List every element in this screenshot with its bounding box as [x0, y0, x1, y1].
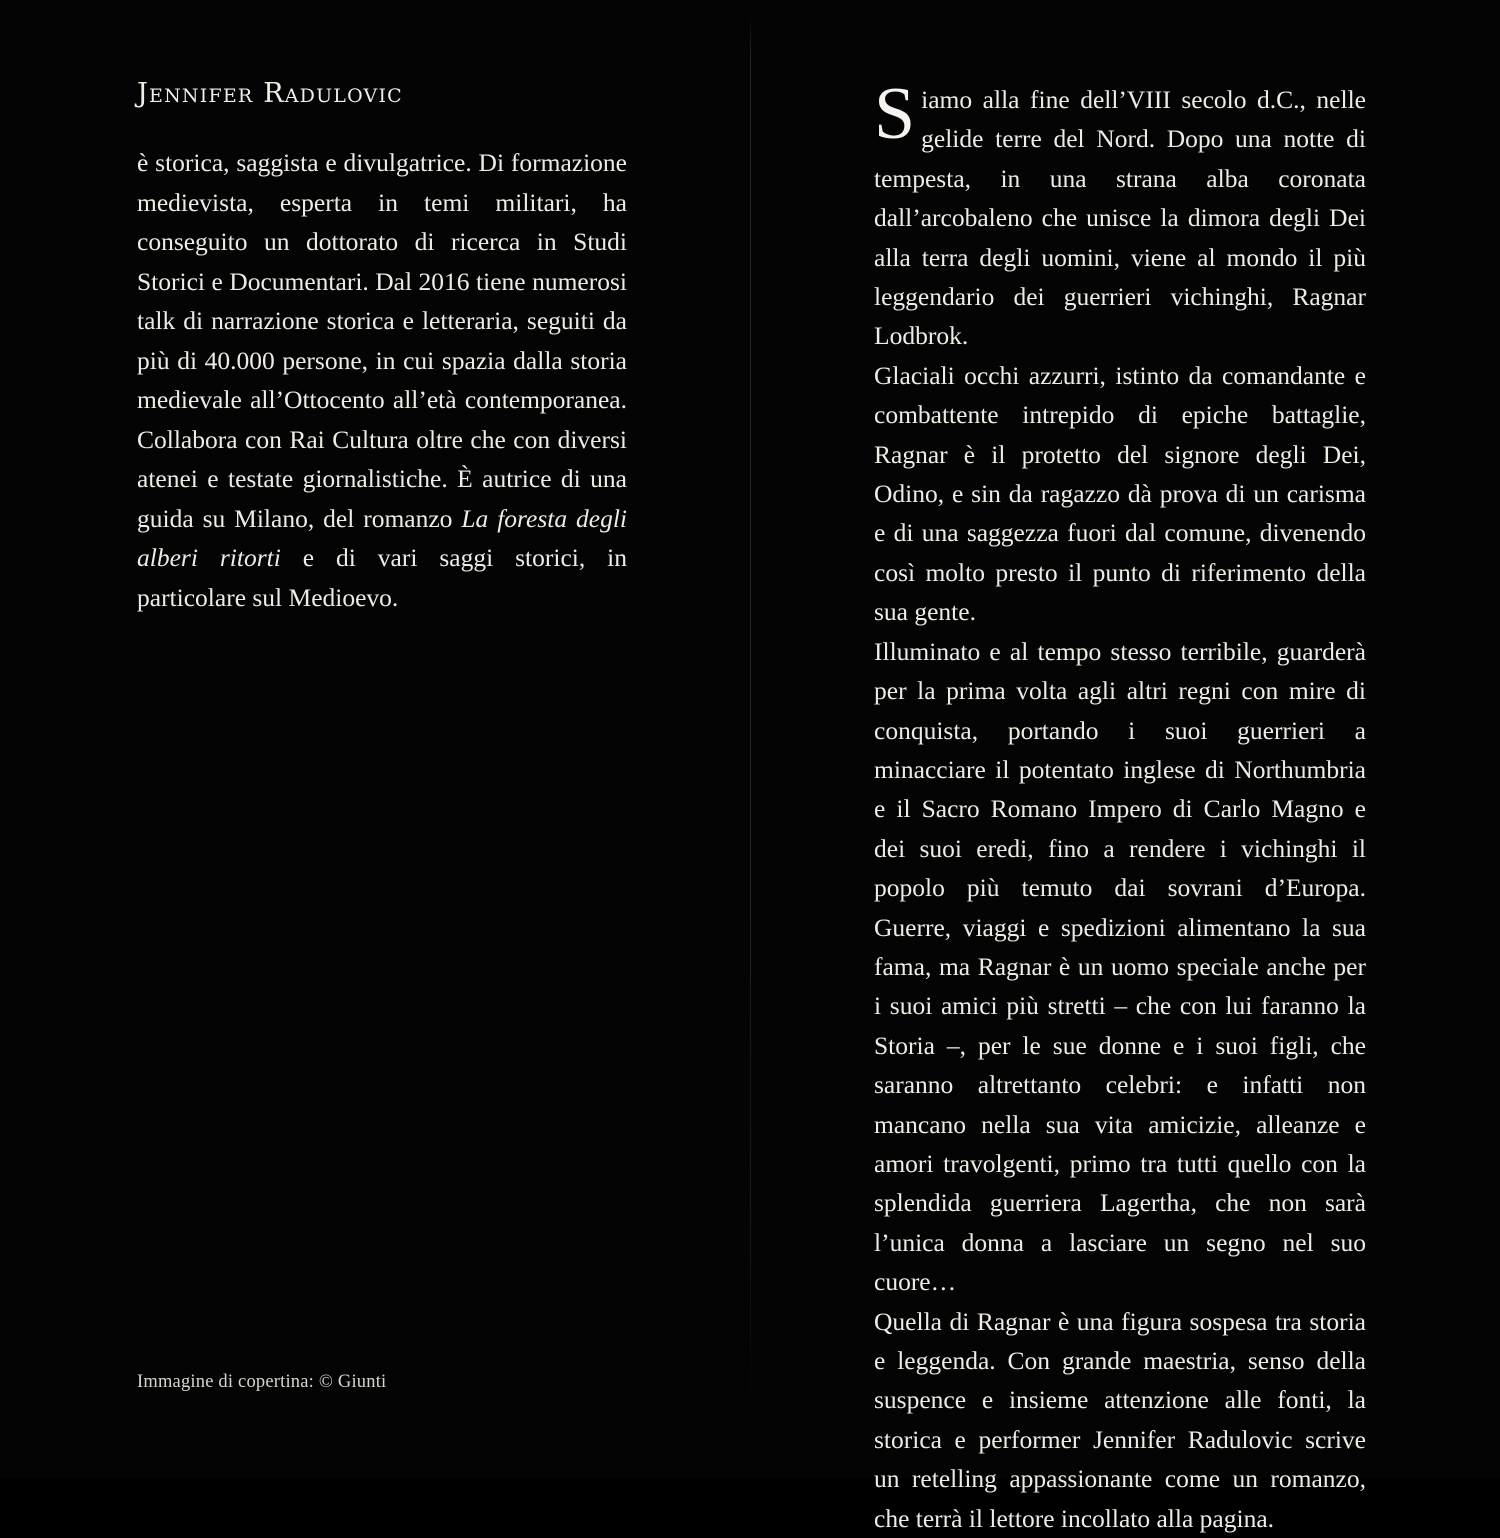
- blurb-panel: [874, 73, 1366, 1538]
- drop-cap-letter: S: [874, 73, 916, 155]
- bio-italic-book-title: La foresta degli alberi ritorti: [137, 503, 627, 572]
- blurb-paragraph-4: Quella di Ragnar è una figura sospesa tra storia e leggenda. Con grande maestria, senso della suspence e insieme attenzione alle fonti, la storica e performer Jennifer Radulovic scrive un retelling appassionante come un romanzo, che terrà il lettore incollato alla pagina.: [874, 1306, 1366, 1533]
- author-bio-panel: [137, 78, 637, 617]
- blurb-text: [874, 73, 1366, 1538]
- bio-text-part-1: è storica, saggista e divulgatrice. Di formazione medievista, esperta in temi militari, ha conseguito un dottorato di ricerca in Studi Storici e Documentari. Dal 2016 tiene numerosi talk di narrazione storica e letteraria, seguiti da più di 40.000 persone, in cui spazia dalla storia medievale all’Ottocento all’età contemporanea. Collabora con Rai Cultura oltre che con diversi atenei e testate giornalistiche. È autrice di una guida su Milano, del romanzo: [137, 148, 627, 533]
- blurb-paragraph-1: [874, 73, 1366, 356]
- author-name: Jennifer Radulovic: [137, 78, 403, 109]
- page-fold-divider: [750, 0, 751, 1478]
- author-bio-text: [137, 143, 627, 617]
- blurb-paragraph-2: Glaciali occhi azzurri, istinto da comandante e combattente intrepido di epiche battaglie, Ragnar è il protetto del signore degli Dei, Odino, e sin da ragazzo dà prova di un carisma e di una saggezza fuori dal comune, divenendo così molto presto il punto di riferimento della sua gente.: [874, 360, 1366, 627]
- bio-text-part-2: e di vari saggi storici, in particolare sul Medioevo.: [137, 543, 627, 612]
- cover-image-credit: Immagine di copertina: © Giunti: [137, 1372, 387, 1392]
- blurb-paragraph-1-text: iamo alla fine dell’VIII secolo d.C., nelle gelide terre del Nord. Dopo una notte di tempesta, in una strana alba coronata dall’arcobaleno che unisce la dimora degli Dei alla terra degli uomini, viene al mondo il più leggendario dei guerrieri vichinghi, Ragnar Lodbrok.: [874, 85, 1366, 351]
- blurb-paragraph-3: Illuminato e al tempo stesso terribile, guarderà per la prima volta agli altri regni con mire di conquista, portando i suoi guerrieri a minacciare il potentato inglese di Northumbria e il Sacro Romano Impero di Carlo Magno e dei suoi eredi, fino a rendere i vichinghi il popolo più temuto dai sovrani d’Europa. Guerre, viaggi e spedizioni alimentano la sua fama, ma Ragnar è un uomo speciale anche per i suoi amici più stretti – che con lui faranno la Storia –, per le sue donne e i suoi figli, che saranno altrettanto celebri: e infatti non mancano nella sua vita amicizie, alleanze e amori travolgenti, primo tra tutti quello con la splendida guerriera Lagertha, che non sarà l’unica donna a lasciare un segno nel suo cuore…: [874, 636, 1366, 1297]
